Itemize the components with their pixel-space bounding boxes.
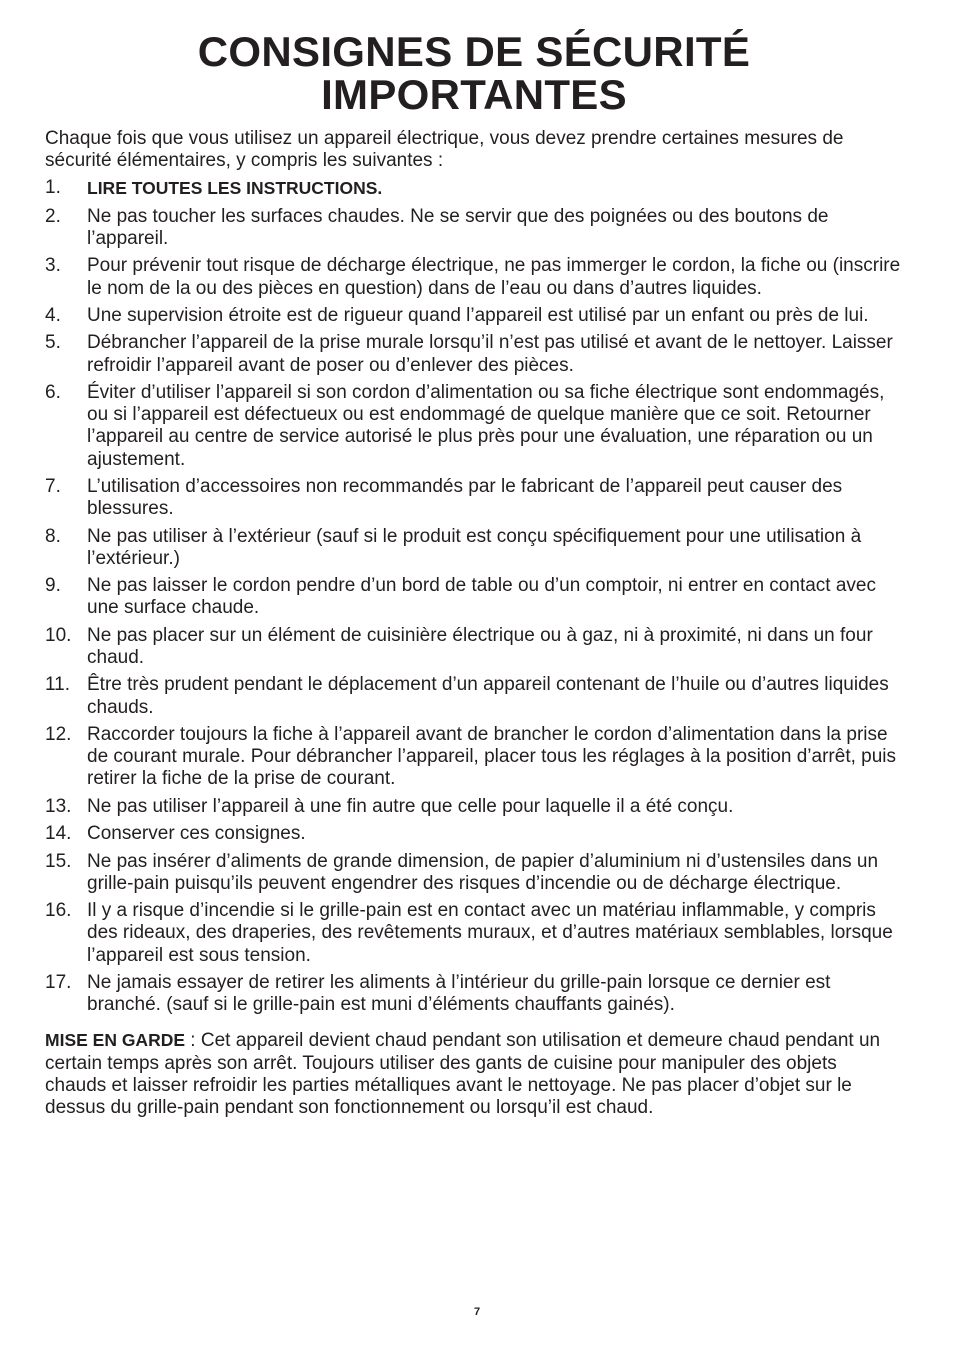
list-item: [45, 382, 903, 471]
list-item-text: Éviter d’utiliser l’appareil si son cordon d’alimentation ou sa fiche électrique sont endommagés, ou si l’appareil est défectueux ou est endommagé de quelque manière que ce soit. Retourner l’appareil au centre de service autorisé le plus près pour une évaluation, une réparation ou un ajustement.: [87, 381, 885, 470]
list-item: [45, 255, 903, 299]
list-item-number: 8.: [45, 525, 61, 547]
list-item-text: Ne pas utiliser l’appareil à une fin autre que celle pour laquelle il a été conçu.: [87, 795, 734, 817]
list-item: [45, 305, 903, 327]
caution-text: : Cet appareil devient chaud pendant son utilisation et demeure chaud pendant un certain temps après son arrêt. Toujours utiliser des gants de cuisine pour manipuler des objets chauds et laisser refroidir les parties métalliques avant le nettoyage. Ne pas placer d’objet sur le dessus du grille-pain pendant son fonctionnement ou lorsqu’il est chaud.: [45, 1030, 881, 1118]
list-item-text: Ne pas laisser le cordon pendre d’un bord de table ou d’un comptoir, ni entrer en contact avec une surface chaude.: [87, 575, 876, 619]
list-item: [45, 332, 903, 376]
list-item: [45, 796, 903, 818]
list-item-text: Pour prévenir tout risque de décharge électrique, ne pas immerger le cordon, la fiche ou (inscrire le nom de la ou des pièces en question) dans de l’eau ou dans d’autres liquides.: [87, 255, 901, 299]
list-item: [45, 900, 903, 967]
list-item-number: 7.: [45, 475, 61, 497]
list-item-number: 13.: [45, 795, 72, 817]
list-item: [45, 526, 903, 570]
list-item-number: 15.: [45, 850, 72, 872]
list-item: [45, 575, 903, 619]
list-item-text: Ne pas placer sur un élément de cuisinière électrique ou à gaz, ni à proximité, ni dans un four chaud.: [87, 624, 873, 668]
list-item-text: Débrancher l’appareil de la prise murale lorsqu’il n’est pas utilisé et avant de le nettoyer. Laisser refroidir l’appareil avant de poser ou d’enlever des pièces.: [87, 332, 893, 376]
list-item-text: Être très prudent pendant le déplacement d’un appareil contenant de l’huile ou d’autres liquides chauds.: [87, 674, 889, 718]
list-item: [45, 177, 903, 200]
list-item-number: 12.: [45, 723, 72, 745]
list-item-text: Ne pas insérer d’aliments de grande dimension, de papier d’aluminium ni d’ustensiles dans un grille-pain puisqu’ils peuvent engendrer des risques d’incendie ou de décharge électrique.: [87, 850, 879, 894]
list-item: [45, 851, 903, 895]
page-content: [45, 30, 903, 1119]
list-item: [45, 972, 903, 1016]
list-item-number: 1.: [45, 177, 61, 199]
list-item-number: 16.: [45, 900, 72, 922]
list-item-number: 5.: [45, 332, 61, 354]
list-item-number: 14.: [45, 823, 72, 845]
list-item-text: Il y a risque d’incendie si le grille-pain est en contact avec un matériau inflammable, y compris des rideaux, des draperies, des revêtements muraux, et d’autres matériaux semblables, lorsque l’appareil est sous tension.: [87, 900, 893, 966]
list-item-text: Raccorder toujours la fiche à l’appareil avant de brancher le cordon d’alimentation dans la prise de courant murale. Pour débrancher l’appareil, placer tous les réglages à la position d’arrêt, puis retirer la fiche de la prise de courant.: [87, 723, 897, 790]
list-item-number: 2.: [45, 205, 61, 227]
list-item-text: L’utilisation d’accessoires non recommandés par le fabricant de l’appareil peut causer des blessures.: [87, 475, 843, 520]
caution-label: MISE EN GARDE: [45, 1030, 186, 1051]
list-item: [45, 476, 903, 520]
list-item-number: 6.: [45, 381, 61, 403]
list-item-text: Ne pas utiliser à l’extérieur (sauf si le produit est conçu spécifiquement pour une utilisation à l’extérieur.): [87, 525, 862, 569]
list-item-number: 11.: [45, 674, 71, 696]
list-item: [45, 674, 903, 718]
list-item-number: 9.: [45, 575, 61, 597]
page-title: [45, 30, 903, 116]
title-line-1: CONSIGNES DE SÉCURITÉ: [197, 28, 751, 75]
list-item-number: 4.: [45, 304, 61, 326]
list-item-text: Une supervision étroite est de rigueur quand l’appareil est utilisé par un enfant ou près de lui.: [87, 304, 869, 326]
page-number: 7: [473, 1306, 481, 1318]
list-item: [45, 724, 903, 791]
list-item: [45, 206, 903, 250]
list-item-text: Ne pas toucher les surfaces chaudes. Ne se servir que des poignées ou des boutons de l’appareil.: [87, 205, 829, 249]
list-item-text: LIRE TOUTES LES INSTRUCTIONS.: [87, 178, 383, 199]
list-item-number: 17.: [45, 971, 72, 993]
title-line-2: IMPORTANTES: [321, 71, 627, 118]
intro-paragraph: Chaque fois que vous utilisez un appareil électrique, vous devez prendre certaines mesures de sécurité élémentaires, y compris les suivantes :: [45, 128, 844, 172]
list-item: [45, 625, 903, 669]
list-item-number: 3.: [45, 255, 61, 277]
list-item-text: Ne jamais essayer de retirer les aliments à l’intérieur du grille-pain lorsque ce dernier est branché. (sauf si le grille-pain est muni d’éléments chauffants gainés).: [87, 971, 831, 1016]
list-item-text: Conserver ces consignes.: [87, 823, 306, 845]
safety-rules-list: [45, 177, 903, 1016]
caution-paragraph: [45, 1029, 903, 1119]
list-item-number: 10.: [45, 624, 72, 646]
list-item: [45, 823, 903, 845]
